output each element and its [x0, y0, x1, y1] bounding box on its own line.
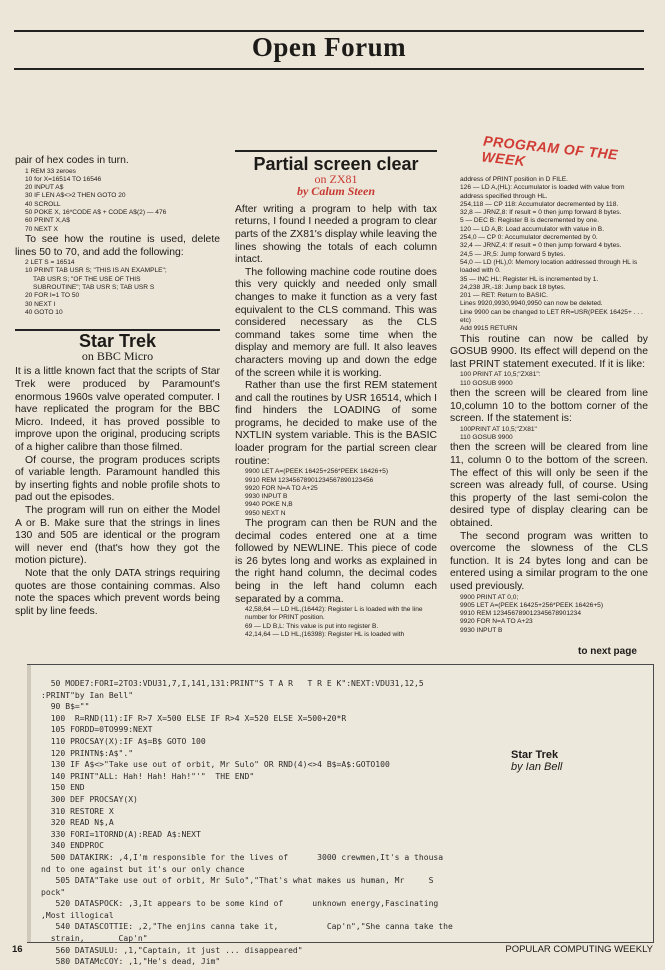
printout-line: 300 DEF PROCSAY(X) [41, 794, 138, 804]
example-listing [15, 259, 220, 317]
body-paragraph: It is a little known fact that the scripts of Star Trek were produced by Paramount's enormous 1960s valve operated computer. I have replicated the program for the BBC Micro. Indeed, it has proved possible to improve upon the original, producing scripts of a higher calibre than those filmed. [15, 366, 220, 453]
page-number: 16 [12, 944, 23, 955]
code-line: 120 — LD A,B: Load accumulator with value in B. [460, 225, 605, 233]
partial-clear-heading: Partial screen clear [253, 154, 419, 174]
code-line: 110 GOSUB 9900 [460, 379, 513, 387]
printout-line: 140 PRINT"ALL: Hah! Hah! Hah!"'" THE END" [41, 771, 255, 781]
code-line: 20 FOR I=1 TO 50 [25, 292, 80, 300]
hex-loader-listing [15, 168, 220, 234]
code-line: SUBROUTINE"; TAB USR S; TAB USR S [33, 284, 155, 292]
code-line: 254,0 — CP 0: Accumulator decremented by 0. [460, 234, 598, 242]
byline: by Calum Steen [296, 184, 375, 199]
printout-line: 505 DATA"Take use out of orbit, Mr Sulo","That's what makes us human, Mr S [41, 876, 434, 886]
listing-credit [511, 749, 562, 773]
code-line: 126 — LD A,(HL): Accumulator is loaded with value from address specified through HL. [460, 184, 625, 200]
page-title: Open Forum [251, 32, 407, 62]
code-line: 9910 REM 12345678901234567890123456 [245, 476, 374, 484]
credit-title: Star Trek [511, 749, 559, 761]
code-line: address of PRINT position in D FILE. [460, 176, 568, 183]
code-line: 9920 FOR N=A TO A+25 [245, 484, 318, 492]
code-line: 32,8 — JRNZ,8: If result = 0 then jump forward 8 bytes. [460, 209, 622, 217]
code-line: 70 NEXT X [25, 225, 58, 233]
printout-line: nd to one against but it's our only chance [41, 864, 245, 874]
code-line: 10 for X=16514 TO 16546 [25, 175, 102, 183]
code-line: Line 9900 can be changed to LET RR=USR(PEEK 16425+ . . . etc) [460, 308, 643, 325]
body-paragraph: then the screen will be cleared from line 10,column 10 to the bottom corner of the screen. If the statement is: [450, 388, 648, 425]
tractor-feed-strip [27, 665, 31, 942]
body-paragraph: After writing a program to help with tax returns, I found I needed a program to clear parts of the ZX81's display while leaving the lines showing the totals of each column intact. [235, 203, 437, 266]
code-line: 54,0 — LD (HL),0: Memory location addressed through HL is loaded with 0. [460, 258, 638, 275]
printout-line: 580 DATAMcCOY: ,1,"He's dead, Jim" [41, 957, 221, 967]
body-paragraph: Rather than use the first REM statement and call the routines by USR 16514, which I find hinders the LOADING of some programs, he decided to make use of the NXTLIN system variable. This is the BASIC loader program for the partial screen clear routine: [235, 380, 437, 467]
code-line: 30 IF LEN A$<>2 THEN GOTO 20 [25, 192, 126, 200]
printout-line: ,Most illogical [41, 910, 114, 920]
credit-author: by Ian Bell [511, 761, 563, 773]
loader-listing [235, 468, 437, 518]
code-line: 9950 NEXT N [245, 509, 286, 517]
code-line: 42,14,64 — LD HL,(16398): Register HL is loaded with [245, 631, 405, 639]
code-line: 9930 INPUT B [245, 493, 288, 501]
printout-line: 320 READ N$,A [41, 818, 114, 828]
code-line: 40 GOTO 10 [25, 308, 63, 316]
star-trek-heading: Star Trek [78, 331, 157, 352]
code-line: TAB USR S; "OF THE USE OF THIS [33, 275, 141, 283]
code-line: 24,238 JR,-18: Jump back 18 bytes. [460, 283, 566, 291]
machine-code-listing [450, 176, 648, 334]
example-listing [450, 371, 648, 388]
code-line: 42,58,64 — LD HL,(16442): Register L is loaded with the line number for PRINT position. [245, 606, 423, 622]
body-paragraph: Note that the only DATA strings requiring quotes are those containing commas. Also note the spaces which prevent words being split by line feeds. [15, 567, 220, 617]
printout-line: 90 B$="" [41, 702, 90, 712]
second-program-listing [450, 594, 648, 635]
printout-line: pock" [41, 887, 66, 897]
masthead [14, 30, 644, 72]
code-line: 9940 POKE N,B [245, 501, 293, 509]
code-line: 20 INPUT A$ [25, 184, 64, 192]
code-line: 40 SCROLL [25, 200, 61, 208]
partial-clear-subheading: on ZX81 [314, 171, 358, 186]
left-column [15, 155, 220, 618]
code-line: 201 — RET: Return to BASIC. [460, 292, 548, 300]
code-line: 9900 LET A=(PEEK 16425+256*PEEK 16426+5) [245, 468, 389, 476]
star-trek-subheading: on BBC Micro [81, 348, 154, 363]
code-line: 9905 LET A=(PEEK 16425+256*PEEK 16426+5) [460, 601, 604, 609]
body-paragraph: The second program was written to overcome the slowness of the CLS function. It is 24 bytes long and can be entered using a similar program to the one used previously. [450, 530, 648, 592]
body-paragraph: To see how the routine is used, delete lines 50 to 70, and add the following: [15, 233, 220, 258]
code-line: 1 REM 33 zeroes [25, 167, 76, 175]
printout-line: strain, Cap'n" [41, 934, 148, 944]
printout-line: 100 R=RND(11):IF R>7 X=500 ELSE IF R>4 X=520 ELSE X=500+20*R [41, 713, 347, 723]
body-paragraph: The program will run on either the Model A or B. Make sure that the strings in lines 130 and 505 are identical or the program will never end (that's how they got the motion picture). [15, 504, 220, 567]
section-divider [235, 150, 437, 152]
continued-note: to next page [578, 646, 637, 657]
code-line: 30 NEXT I [25, 300, 56, 308]
body-paragraph: then the screen will be cleared from line 11, column 0 to the bottom of the screen. The effect of this will only be seen if the screen was already full, of course. Using this property of the last semi-colon the desired type of display clearing can be obtained. [450, 442, 648, 529]
intro-text: pair of hex codes in turn. [15, 155, 129, 166]
printout-line: 560 DATASULU: ,1,"Captain, it just ... disappeared" [41, 945, 303, 955]
code-line: 24,5 — JR,5: Jump forward 5 bytes. [460, 250, 566, 258]
code-line: 50 POKE X, 16*CODE A$ + CODE A$(2) — 476 [25, 209, 167, 217]
magazine-name: POPULAR COMPUTING WEEKLY [505, 944, 653, 955]
code-line: 69 — LD B,L: This value is put into register B. [245, 622, 379, 630]
printout-line: 105 FORDD=0TO999:NEXT [41, 725, 153, 735]
code-line: 60 PRINT X,A$ [25, 217, 70, 225]
printout-line: 150 END [41, 783, 85, 793]
code-line: 9930 INPUT B [460, 626, 503, 634]
code-line: 32,4 — JRNZ,4: If result = 0 then jump forward 4 bytes. [460, 242, 622, 250]
code-line: 2 LET S = 16514 [25, 259, 75, 267]
code-line: 254,118 — CP 118: Accumulator decremented by 118. [460, 200, 619, 208]
printout-line: 500 DATAKIRK: ,4,I'm responsible for the lives of 3000 crewmen,It's a thousa [41, 852, 444, 862]
body-paragraph: The following machine code routine does this very quickly and needed only small changes to make it function as a very fast equivalent to the CLS command. This was considered necessary as the CLS command takes some time when the display and memory are full. It also leaves characters moving up and down the edge of the screen while it is working. [235, 266, 437, 379]
printout-line: 330 FORI=1TORND(A):READ A$:NEXT [41, 829, 201, 839]
printout-line: 130 IF A$<>"Take use out of orbit, Mr Sulo" OR RND(4)<>4 B$=A$:GOTO100 [41, 760, 390, 770]
body-paragraph: The program can then be RUN and the decimal codes entered one at a time followed by NEWLINE. This piece of code is 26 bytes long and works as explained in the right hand column, the decimal codes being in the left hand column each separated by a comma. [235, 518, 437, 605]
code-line: 9910 REM 123456789012345678901234 [460, 610, 581, 618]
printout-text [41, 678, 453, 968]
printout-line: 540 DATASCOTTIE: ,2,"The enjins canna take it, Cap'n","She canna take the [41, 922, 453, 932]
code-line: 9920 FOR N=A TO A+23 [460, 618, 533, 626]
printout-line: 520 DATASPOCK: ,3,It appears to be some kind of unknown energy,Fascinating [41, 899, 439, 909]
code-line: 100PRINT AT 10,5;"ZX81" [460, 425, 537, 433]
printout-line: 340 ENDPROC [41, 841, 104, 851]
printout-line: :PRINT"by Ian Bell" [41, 690, 134, 700]
code-line: 5 — DEC B: Register B is decremented by one. [460, 217, 599, 225]
example-listing [450, 426, 648, 443]
body-paragraph: Of course, the program produces scripts of variable length. Paramount handled this by inserting fights and noble profile shots to pad out the episodes. [15, 454, 220, 504]
code-line: Lines 9920,9930,9940,9950 can now be deleted. [460, 300, 603, 308]
program-of-the-week-banner: PROGRAM OF THE WEEK [480, 132, 619, 169]
code-line: 110 GOSUB 9900 [460, 434, 513, 442]
printout-line: 110 PROCSAY(X):IF A$=B$ GOTO 100 [41, 736, 206, 746]
printout-line: 310 RESTORE X [41, 806, 114, 816]
code-line: 10 PRINT TAB USR S; "THIS IS AN EXAMPLE"; [25, 267, 167, 275]
code-line: Add 9915 RETURN [460, 325, 518, 333]
body-paragraph: This routine can now be called by GOSUB 9900. Its effect will depend on the last PRINT statement executed. If it is like: [450, 333, 648, 370]
printout-line: 120 PRINTN$:A$"." [41, 748, 134, 758]
masthead-bottom-rule [14, 68, 644, 70]
code-line: 35 — INC HL: Register HL is incremented by 1. [460, 275, 599, 283]
code-line: 100 PRINT AT 10,5;"ZX81": [460, 371, 541, 379]
right-column [450, 176, 648, 635]
middle-column [235, 150, 437, 639]
machine-code-listing [235, 606, 437, 639]
code-line: 9900 PRINT AT 0,0; [460, 593, 519, 601]
printout-line: 50 MODE7:FORI=2TO3:VDU31,7,I,141,131:PRINT"S T A R T R E K":NEXT:VDU31,12,5 [41, 679, 424, 688]
